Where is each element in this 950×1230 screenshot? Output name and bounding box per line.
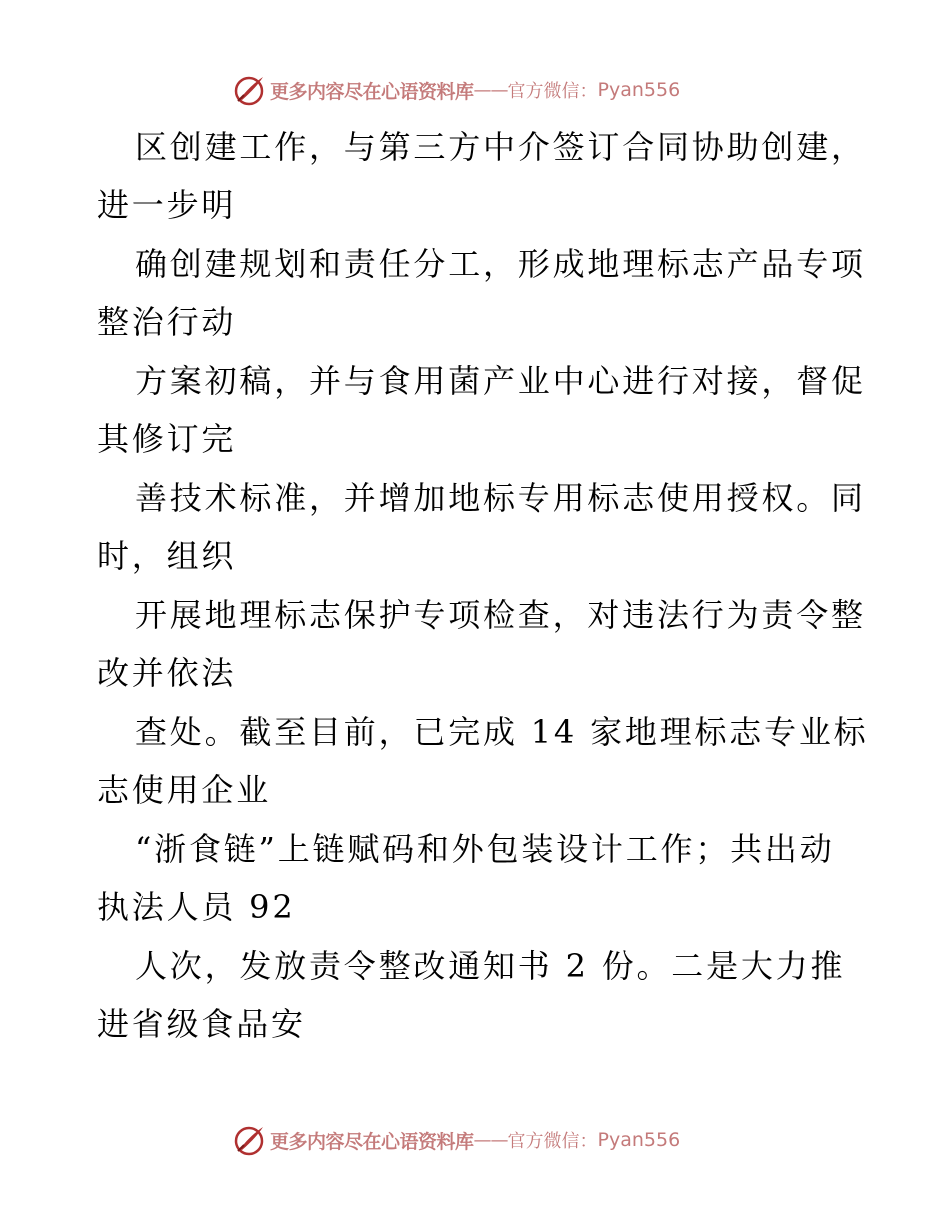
- text-line: “浙食链”上链赋码和外包装设计工作；共出动: [135, 830, 835, 868]
- banner-wechat-label: 官方微信：: [507, 1131, 598, 1152]
- text-line: 改并依法: [97, 654, 237, 692]
- banner-title: 更多内容尽在心语资料库: [270, 1130, 474, 1153]
- text-line: 查处。截至目前，已完成 14 家地理标志专业标: [135, 713, 869, 751]
- banner-wechat-label: 官方微信：: [507, 81, 598, 102]
- text-line: 整治行动: [97, 303, 237, 341]
- header-watermark-banner: [232, 72, 712, 108]
- text-line: 确创建规划和责任分工，形成地理标志产品专项: [135, 245, 866, 283]
- text-line: 善技术标准，并增加地标专用标志使用授权。同: [135, 479, 866, 517]
- quill-logo-icon: [232, 73, 266, 107]
- banner-wechat-id: Pyan556: [597, 79, 681, 101]
- text-line: 人次，发放责令整改通知书 2 份。二是大力推: [135, 947, 846, 985]
- text-line: 执法人员 92: [97, 888, 296, 926]
- banner-wechat-id: Pyan556: [597, 1129, 681, 1151]
- banner-dash: ——: [473, 1129, 508, 1151]
- text-line: 开展地理标志保护专项检查，对违法行为责令整: [135, 596, 866, 634]
- text-line: 其修订完: [97, 420, 237, 458]
- text-line: 志使用企业: [97, 771, 272, 809]
- text-line: 区创建工作，与第三方中介签订合同协助创建，: [135, 128, 866, 166]
- footer-watermark-banner: [232, 1122, 712, 1158]
- text-line: 进省级食品安: [97, 1005, 306, 1043]
- banner-dash: ——: [473, 79, 508, 101]
- quill-logo-icon: [232, 1123, 266, 1157]
- banner-title: 更多内容尽在心语资料库: [270, 80, 474, 103]
- text-line: 时，组织: [97, 537, 237, 575]
- text-line: 方案初稿，并与食用菌产业中心进行对接，督促: [135, 362, 866, 400]
- text-line: 进一步明: [97, 186, 237, 224]
